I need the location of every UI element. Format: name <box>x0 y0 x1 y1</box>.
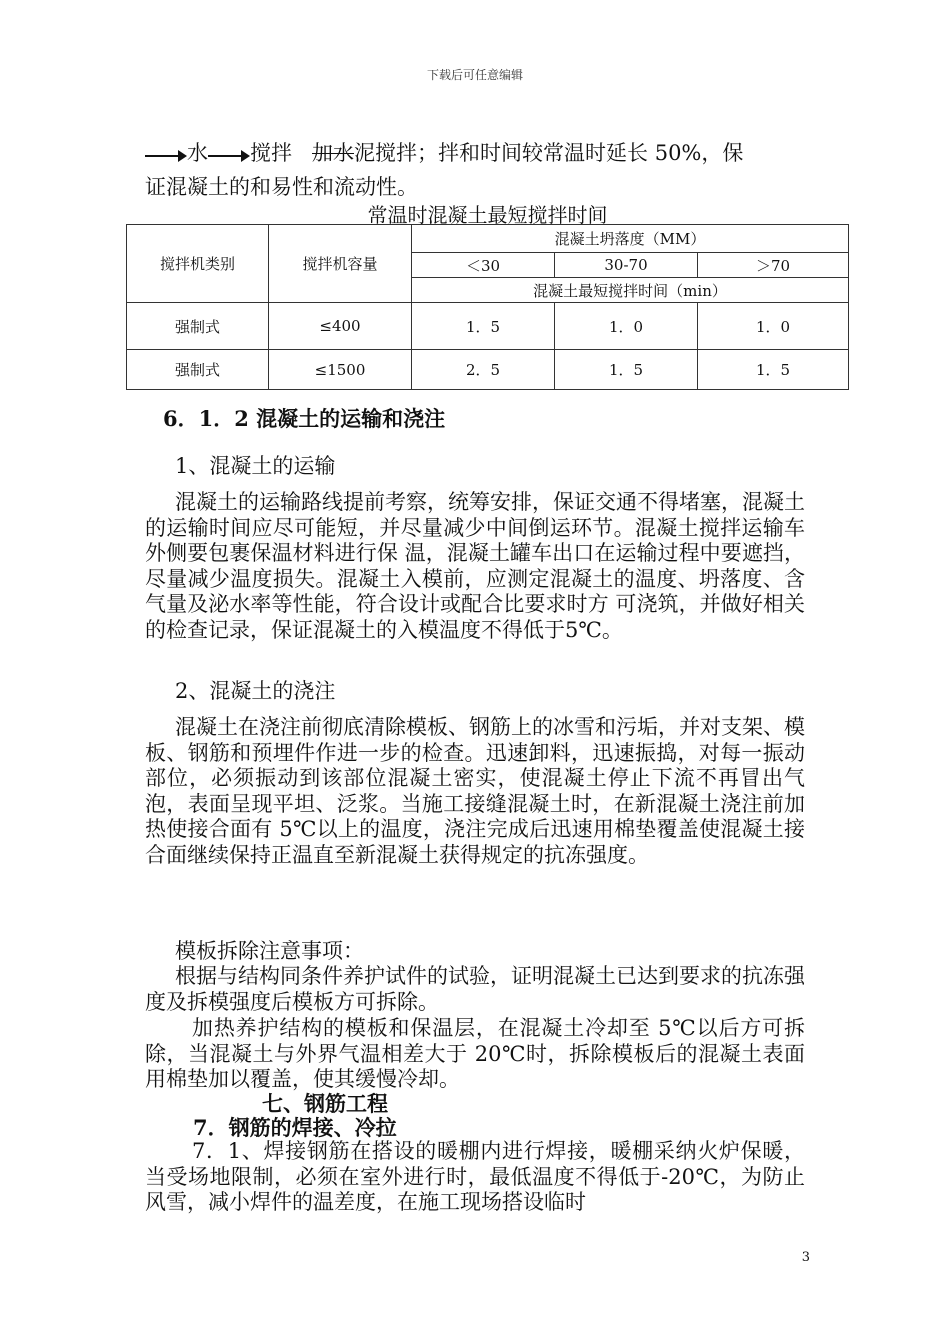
formwork-heading: 模板拆除注意事项： <box>175 939 364 963</box>
header-min-time: 混凝土最短搅拌时间（min） <box>412 278 849 303</box>
flow-mix: 搅拌 <box>250 141 292 165</box>
paragraph-transport: 混凝土的运输路线提前考察，统筹安排，保证交通不得堵塞，混凝土的运输时间应尽可能短，并尽量减少中间倒运环节。混凝土搅拌运输车外侧要包裹保温材料进行保 温，混凝土罐车出口在运输过程中要遮挡，尽量减少温度损失。混凝土入模前，应测定混凝土的温度、坍落度、含气量及泌水率等性能，符合设计或配合比要求时方 可浇筑，并做好相关的检查记录，保证混凝土的入模温度不得低于5℃。 <box>145 490 805 642</box>
cell-value: 2．5 <box>412 350 555 390</box>
header-slump: 混凝土坍落度（MM） <box>412 225 849 253</box>
mixing-time-table <box>126 224 849 390</box>
subheading-transport: 1、混凝土的运输 <box>175 454 336 478</box>
table-row <box>127 303 849 350</box>
cell-value: 1．5 <box>412 303 555 350</box>
cell-value: 1．0 <box>555 303 698 350</box>
arrow-icon <box>145 144 187 166</box>
table-row <box>127 350 849 390</box>
paragraph-7-1: 7．1、焊接钢筋在搭设的暖棚内进行焊接，暖棚采纳火炉保暖，当受场地限制，必须在室外进行时，最低温度不得低于-20℃，为防止风雪，减小焊件的温差度，在施工现场搭设临时 <box>145 1139 805 1215</box>
slump-lt30: ＜30 <box>412 253 555 278</box>
cell-capacity: ≤1500 <box>269 350 412 390</box>
formwork-para-2: 加热养护结构的模板和保温层，在混凝土冷却至 5℃以后方可拆除，当混凝土与外界气温相差大于 20℃时，拆除模板后的混凝土表面用棉垫加以覆盖，使其缓慢冷却。 <box>145 1016 805 1092</box>
cell-value: 1．0 <box>698 303 849 350</box>
cell-type: 强制式 <box>127 350 269 390</box>
cell-value: 1．5 <box>698 350 849 390</box>
page-number: 3 <box>801 1250 810 1265</box>
flow-add-water: 加水 <box>312 141 355 165</box>
page-header: 下载后可任意编辑 <box>426 68 523 82</box>
flow-rest: 泥搅拌；拌和时间较常温时延长 50%，保 <box>354 141 744 165</box>
cell-capacity: ≤400 <box>269 303 412 350</box>
formwork-para-1: 根据与结构同条件养护试件的试验，证明混凝土已达到要求的抗冻强度及拆模强度后模板方可拆除。 <box>145 964 805 1014</box>
header-mixer-capacity: 搅拌机容量 <box>269 225 412 303</box>
subheading-pouring: 2、混凝土的浇注 <box>175 679 336 703</box>
flow-line-2: 证混凝土的和易性和流动性。 <box>145 175 418 199</box>
header-mixer-type: 搅拌机类别 <box>127 225 269 303</box>
slump-30-70: 30-70 <box>555 253 698 278</box>
arrow-icon <box>208 144 250 166</box>
cell-value: 1．5 <box>555 350 698 390</box>
section-heading-6-1-2: 6．1．2 混凝土的运输和浇注 <box>163 406 446 431</box>
mixing-flow-line <box>145 137 743 167</box>
flow-water: 水 <box>187 141 208 165</box>
table-title: 常温时混凝土最短搅拌时间 <box>367 203 608 227</box>
chapter-heading-rebar: 七、钢筋工程 <box>262 1091 388 1116</box>
cell-type: 强制式 <box>127 303 269 350</box>
paragraph-pouring: 混凝土在浇注前彻底清除模板、钢筋上的冰雪和污垢，并对支架、模板、钢筋和预埋件作进一步的检查。迅速卸料，迅速振捣，对每一振动部位，必须振动到该部位混凝土密实，使混凝土停止下流不再冒出气泡，表面呈现平坦、泛浆。当施工接缝混凝土时，在新混凝土浇注前加热使接合面有 5℃以上的温度，浇注完成后迅速用棉垫覆盖使混凝土接合面继续保持正温直至新混凝土获得规定的抗冻强度。 <box>145 715 805 867</box>
section-heading-7: 7．钢筋的焊接、冷拉 <box>193 1115 397 1140</box>
slump-gt70: ＞70 <box>698 253 849 278</box>
